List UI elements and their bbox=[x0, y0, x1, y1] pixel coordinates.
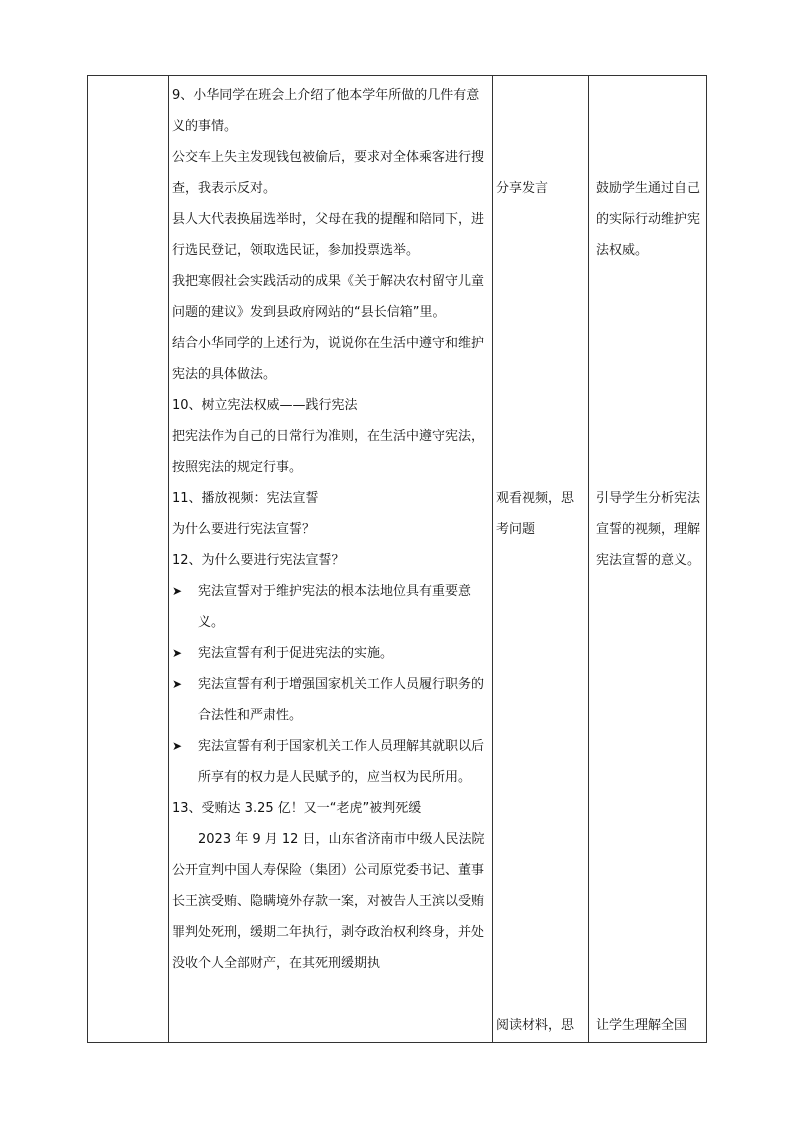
design-intent-cell: 引导学生分析宪法宣誓的视频，理解宪法宣誓的意义。 bbox=[596, 491, 701, 568]
item9-question: 结合小华同学的上述行为，说说你在生活中遵守和维护宪法的具体做法。 bbox=[172, 336, 485, 382]
arrow-bullet-icon: ➤ bbox=[172, 646, 183, 660]
column-divider bbox=[588, 76, 589, 1042]
item9-paragraph: 县人大代表换届选举时，父母在我的提醒和陪同下，进行选民登记，领取选民证，参加投票选举。 bbox=[172, 212, 485, 258]
list-item bbox=[172, 731, 492, 793]
list-item bbox=[172, 669, 492, 731]
design-intent-cell: 让学生理解全国 bbox=[596, 1018, 688, 1033]
lesson-table bbox=[87, 75, 707, 1043]
column-divider bbox=[492, 76, 493, 1042]
item13-title: 13、受贿达 3.25 亿！又一“老虎”被判死缓 bbox=[172, 801, 422, 816]
student-activity-cell: 阅读材料，思 bbox=[496, 1018, 575, 1033]
item12-title: 12、为什么要进行宪法宣誓？ bbox=[172, 553, 345, 568]
arrow-bullet-icon: ➤ bbox=[172, 584, 183, 598]
column-divider bbox=[168, 76, 169, 1042]
item11-title: 11、播放视频：宪法宣誓 bbox=[172, 491, 319, 506]
teaching-content-column bbox=[172, 80, 492, 979]
arrow-bullet-icon: ➤ bbox=[172, 677, 183, 691]
item10-paragraph: 把宪法作为自己的日常行为准则，在生活中遵守宪法，按照宪法的规定行事。 bbox=[172, 429, 485, 475]
bullet-text: 宪法宣誓有利于国家机关工作人员理解其就职以后所享有的权力是人民赋予的，应当权为民所用。 bbox=[198, 739, 485, 785]
bullet-text: 宪法宣誓有利于增强国家机关工作人员履行职务的合法性和严肃性。 bbox=[198, 677, 485, 723]
item9-title: 9、小华同学在班会上介绍了他本学年所做的几件有意义的事情。 bbox=[172, 88, 480, 134]
item9-paragraph: 公交车上失主发现钱包被偷后，要求对全体乘客进行搜查，我表示反对。 bbox=[172, 150, 485, 196]
bullet-text: 宪法宣誓有利于促进宪法的实施。 bbox=[198, 646, 394, 661]
item10-title: 10、树立宪法权威——践行宪法 bbox=[172, 398, 358, 413]
design-intent-cell: 鼓励学生通过自己的实际行动维护宪法权威。 bbox=[596, 181, 701, 258]
bullet-text: 宪法宣誓对于维护宪法的根本法地位具有重要意义。 bbox=[198, 584, 472, 630]
student-activity-cell: 观看视频，思考问题 bbox=[496, 491, 575, 537]
arrow-bullet-icon: ➤ bbox=[172, 739, 183, 753]
item9-paragraph: 我把寒假社会实践活动的成果《关于解决农村留守儿童问题的建议》发到县政府网站的“县长信箱”里。 bbox=[172, 274, 485, 320]
student-activity-cell: 分享发言 bbox=[496, 181, 549, 196]
list-item bbox=[172, 638, 492, 669]
list-item bbox=[172, 576, 492, 638]
item11-question: 为什么要进行宪法宣誓？ bbox=[172, 522, 316, 537]
item13-paragraph: 2023 年 9 月 12 日，山东省济南市中级人民法院公开宣判中国人寿保险（集团）公司原党委书记、董事长王滨受贿、隐瞒境外存款一案，对被告人王滨以受贿罪判处死刑，缓期二年执行，剥夺政治权利终身，并处没收个人全部财产，在其死刑缓期执 bbox=[172, 832, 485, 971]
